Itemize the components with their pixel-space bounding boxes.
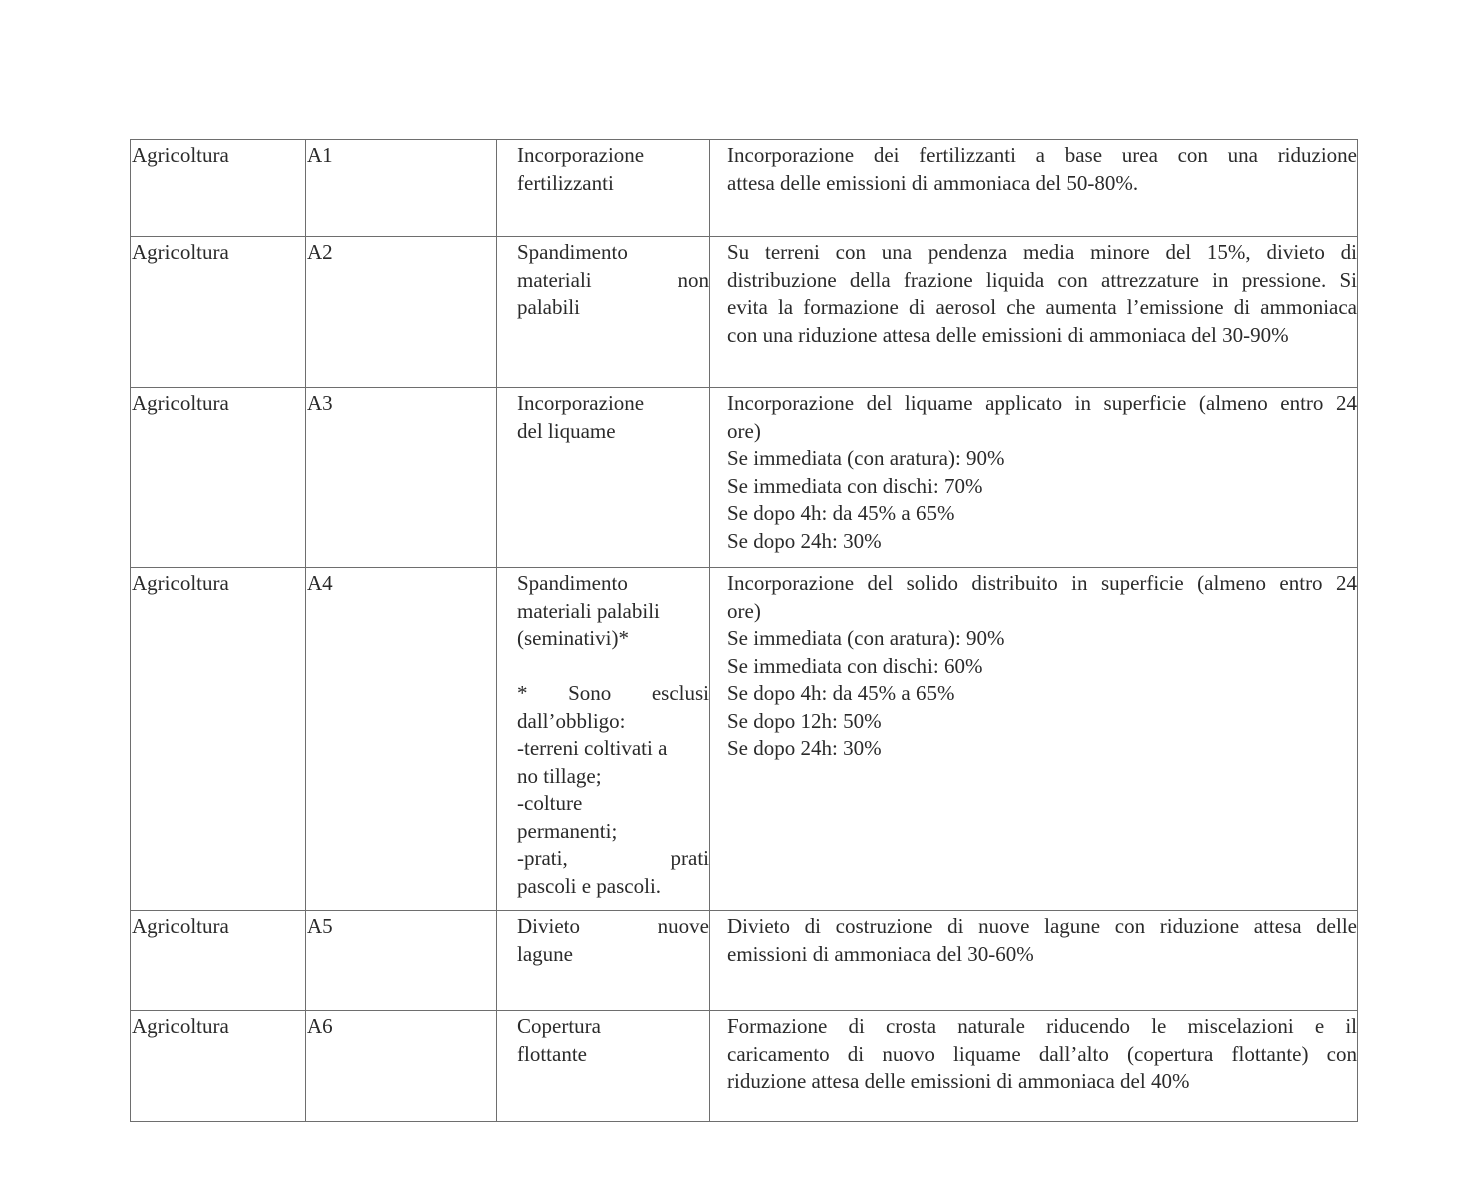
description-line: Su terreni con una pendenza media minore del 15%, divieto di: [727, 240, 1357, 264]
measure-line: Spandimento: [517, 571, 628, 595]
sector-text: Agricoltura: [132, 143, 229, 167]
code-cell: [306, 388, 497, 568]
sector-cell: [131, 911, 306, 1011]
description-line: ore): [727, 598, 761, 623]
measure-line: Copertura: [517, 1014, 601, 1038]
sector-cell: [131, 568, 306, 911]
code-text: A5: [307, 914, 333, 938]
description-line: Se immediata con dischi: 70%: [727, 473, 983, 498]
description-line: distribuzione della frazione liquida con attrezzature in pressione. Si: [727, 267, 1357, 292]
measure-line: materiali non: [517, 267, 709, 292]
measure-cell: [497, 237, 710, 388]
description-cell: [710, 140, 1358, 237]
table-row: [131, 568, 1358, 911]
description-line: Incorporazione dei fertilizzanti a base urea con una riduzione: [727, 143, 1357, 167]
description-line: attesa delle emissioni di ammoniaca del 50-80%.: [727, 170, 1139, 195]
code-text: A4: [307, 571, 333, 595]
description-line: emissioni di ammoniaca del 30-60%: [727, 941, 1034, 966]
table-row: [131, 140, 1358, 237]
description-line: ore): [727, 418, 761, 443]
table-row: [131, 237, 1358, 388]
sector-text: Agricoltura: [132, 240, 229, 264]
sector-text: Agricoltura: [132, 914, 229, 938]
description-line: riduzione attesa delle emissioni di ammoniaca del 40%: [727, 1069, 1190, 1093]
description-cell: [710, 568, 1358, 911]
measures-table: [130, 139, 1358, 1122]
measure-line: fertilizzanti: [517, 170, 614, 195]
sector-cell: [131, 388, 306, 568]
sector-text: Agricoltura: [132, 391, 229, 415]
measure-line: materiali palabili: [517, 598, 660, 623]
code-text: A3: [307, 391, 333, 415]
measure-line: Spandimento: [517, 240, 628, 264]
description-line: Se immediata con dischi: 60%: [727, 653, 983, 678]
code-text: A2: [307, 240, 333, 264]
code-cell: [306, 568, 497, 911]
description-cell: [710, 237, 1358, 388]
measure-line: del liquame: [517, 418, 616, 443]
measure-line: no tillage;: [517, 763, 602, 788]
measure-line: permanenti;: [517, 818, 618, 843]
description-cell: [710, 388, 1358, 568]
measure-line: flottante: [517, 1041, 587, 1066]
measure-line: lagune: [517, 941, 573, 966]
description-line: Se dopo 24h: 30%: [727, 736, 882, 760]
measure-line: Divieto nuove: [517, 914, 709, 938]
description-line: Incorporazione del solido distribuito in superficie (almeno entro 24: [727, 571, 1357, 595]
description-line: Se dopo 4h: da 45% a 65%: [727, 681, 955, 705]
description-line: Se dopo 12h: 50%: [727, 708, 882, 733]
measure-line: palabili: [517, 295, 580, 319]
description-line: Incorporazione del liquame applicato in superficie (almeno entro 24: [727, 391, 1357, 415]
description-line: Se immediata (con aratura): 90%: [727, 626, 1005, 650]
description-cell: [710, 911, 1358, 1011]
code-cell: [306, 140, 497, 237]
measure-line: Incorporazione: [517, 391, 645, 415]
code-text: A6: [307, 1014, 333, 1038]
sector-cell: [131, 140, 306, 237]
sector-text: Agricoltura: [132, 571, 229, 595]
measure-cell: [497, 911, 710, 1011]
sector-cell: [131, 237, 306, 388]
measure-line: -colture: [517, 791, 583, 815]
description-line: Se immediata (con aratura): 90%: [727, 446, 1005, 470]
code-cell: [306, 1011, 497, 1122]
code-cell: [306, 237, 497, 388]
measure-line: (seminativi)*: [517, 626, 629, 650]
code-cell: [306, 911, 497, 1011]
sector-text: Agricoltura: [132, 1014, 229, 1038]
table-row: [131, 911, 1358, 1011]
description-line: caricamento di nuovo liquame dall’alto (copertura flottante) con: [727, 1041, 1357, 1066]
description-line: evita la formazione di aerosol che aumenta l’emissione di ammoniaca: [727, 295, 1357, 319]
description-line: Se dopo 4h: da 45% a 65%: [727, 501, 955, 525]
description-cell: [710, 1011, 1358, 1122]
measure-cell: [497, 388, 710, 568]
measure-cell: [497, 568, 710, 911]
measure-line: pascoli e pascoli.: [517, 873, 662, 898]
description-line: Se dopo 24h: 30%: [727, 528, 882, 553]
measure-cell: [497, 1011, 710, 1122]
description-line: con una riduzione attesa delle emissioni di ammoniaca del 30-90%: [727, 322, 1289, 347]
measure-gap: [517, 653, 709, 681]
measure-line: dall’obbligo:: [517, 708, 626, 733]
table-row: [131, 388, 1358, 568]
measure-line: -prati, prati: [517, 846, 709, 870]
table-row: [131, 1011, 1358, 1122]
measure-cell: [497, 140, 710, 237]
measure-line: -terreni coltivati a: [517, 736, 668, 760]
description-line: Divieto di costruzione di nuove lagune con riduzione attesa delle: [727, 914, 1357, 938]
sector-cell: [131, 1011, 306, 1122]
description-line: Formazione di crosta naturale riducendo le miscelazioni e il: [727, 1014, 1357, 1038]
measure-line: Incorporazione: [517, 143, 645, 167]
code-text: A1: [307, 143, 333, 167]
measure-line: * Sono esclusi: [517, 681, 709, 705]
